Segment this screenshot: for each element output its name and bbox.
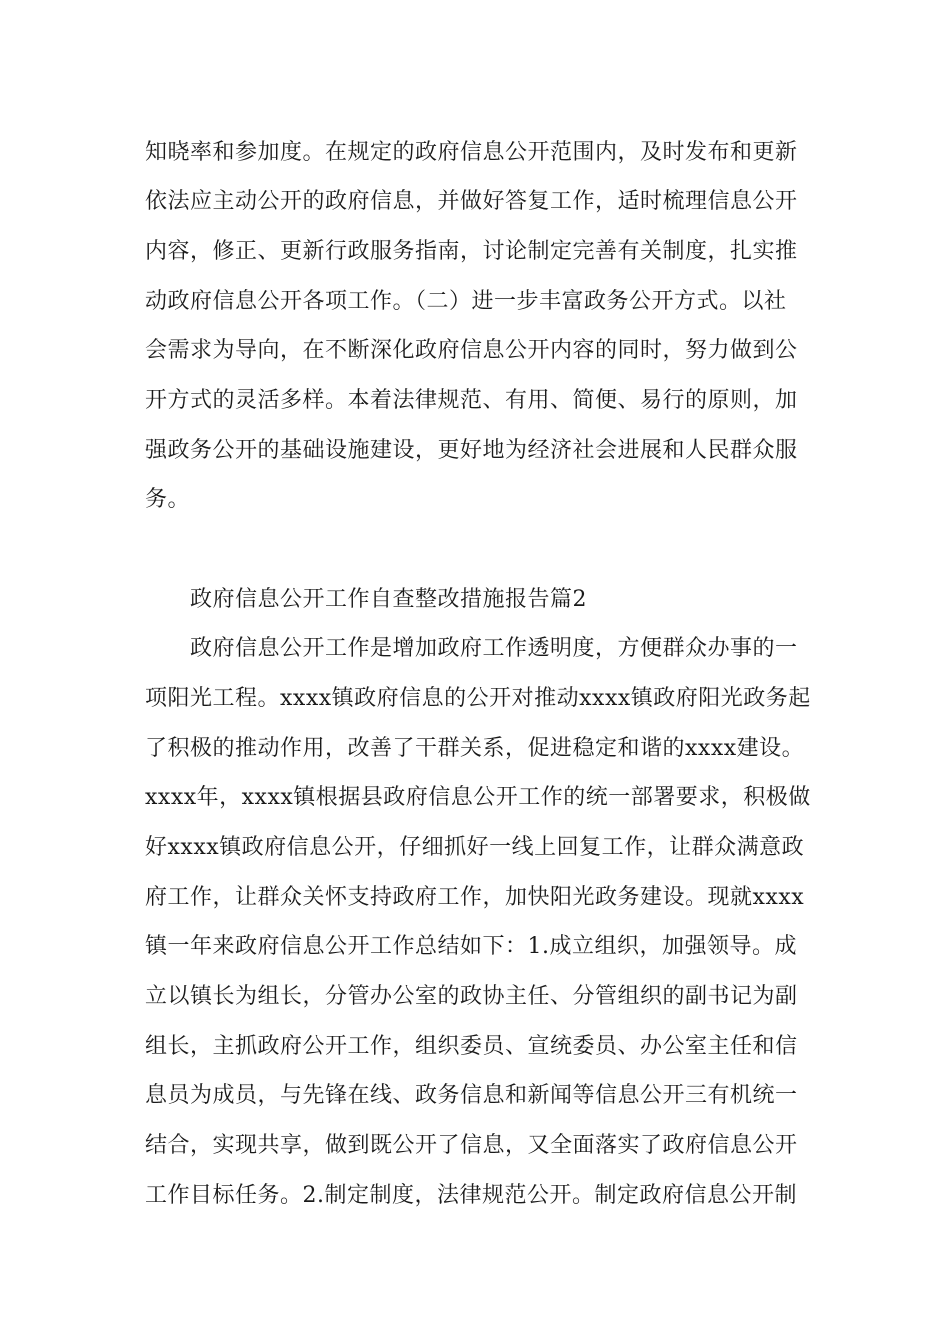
- paragraph-line: 镇一年来政府信息公开工作总结如下：1.成立组织，加强领导。成: [145, 934, 797, 959]
- paragraph-line: 立以镇长为组长，分管办公室的政协主任、分管组织的副书记为副: [145, 984, 798, 1009]
- paragraph-line: 结合，实现共享，做到既公开了信息，又全面落实了政府信息公开: [145, 1133, 798, 1158]
- paragraph-line: 会需求为导向，在不断深化政府信息公开内容的同时，努力做到公: [145, 338, 798, 363]
- paragraph-line: 工作目标任务。2.制定制度，法律规范公开。制定政府信息公开制: [145, 1183, 797, 1208]
- paragraph-line: 开方式的灵活多样。本着法律规范、有用、简便、易行的原则，加: [145, 388, 798, 413]
- paragraph-line: xxxx年，xxxx镇根据县政府信息公开工作的统一部署要求，积极做: [145, 785, 811, 810]
- paragraph-line: 了积极的推动作用，改善了干群关系，促进稳定和谐的xxxx建设。: [145, 736, 805, 761]
- paragraph-line: 政府信息公开工作是增加政府工作透明度，方便群众办事的一: [190, 636, 798, 661]
- paragraph-line: 府工作，让群众关怀支持政府工作，加快阳光政务建设。现就xxxx: [145, 885, 805, 910]
- paragraph-line: 内容，修正、更新行政服务指南，讨论制定完善有关制度，扎实推: [145, 239, 798, 264]
- paragraph-line: 项阳光工程。xxxx镇政府信息的公开对推动xxxx镇政府阳光政务起: [145, 686, 811, 711]
- paragraph-line: 依法应主动公开的政府信息，并做好答复工作，适时梳理信息公开: [145, 189, 798, 214]
- paragraph-line: 务。: [145, 487, 191, 512]
- paragraph-line: 组长，主抓政府公开工作，组织委员、宣统委员、办公室主任和信: [145, 1034, 798, 1059]
- paragraph-line: 动政府信息公开各项工作。（二）进一步丰富政务公开方式。以社: [145, 289, 787, 314]
- paragraph-line: 知晓率和参加度。在规定的政府信息公开范围内，及时发布和更新: [145, 140, 798, 165]
- paragraph-line: 强政务公开的基础设施建设，更好地为经济社会进展和人民群众服: [145, 438, 798, 463]
- paragraph-line: 好xxxx镇政府信息公开，仔细抓好一线上回复工作，让群众满意政: [145, 835, 805, 860]
- section-title: 政府信息公开工作自查整改措施报告篇2: [190, 587, 587, 612]
- paragraph-line: 息员为成员，与先锋在线、政务信息和新闻等信息公开三有机统一: [145, 1083, 798, 1108]
